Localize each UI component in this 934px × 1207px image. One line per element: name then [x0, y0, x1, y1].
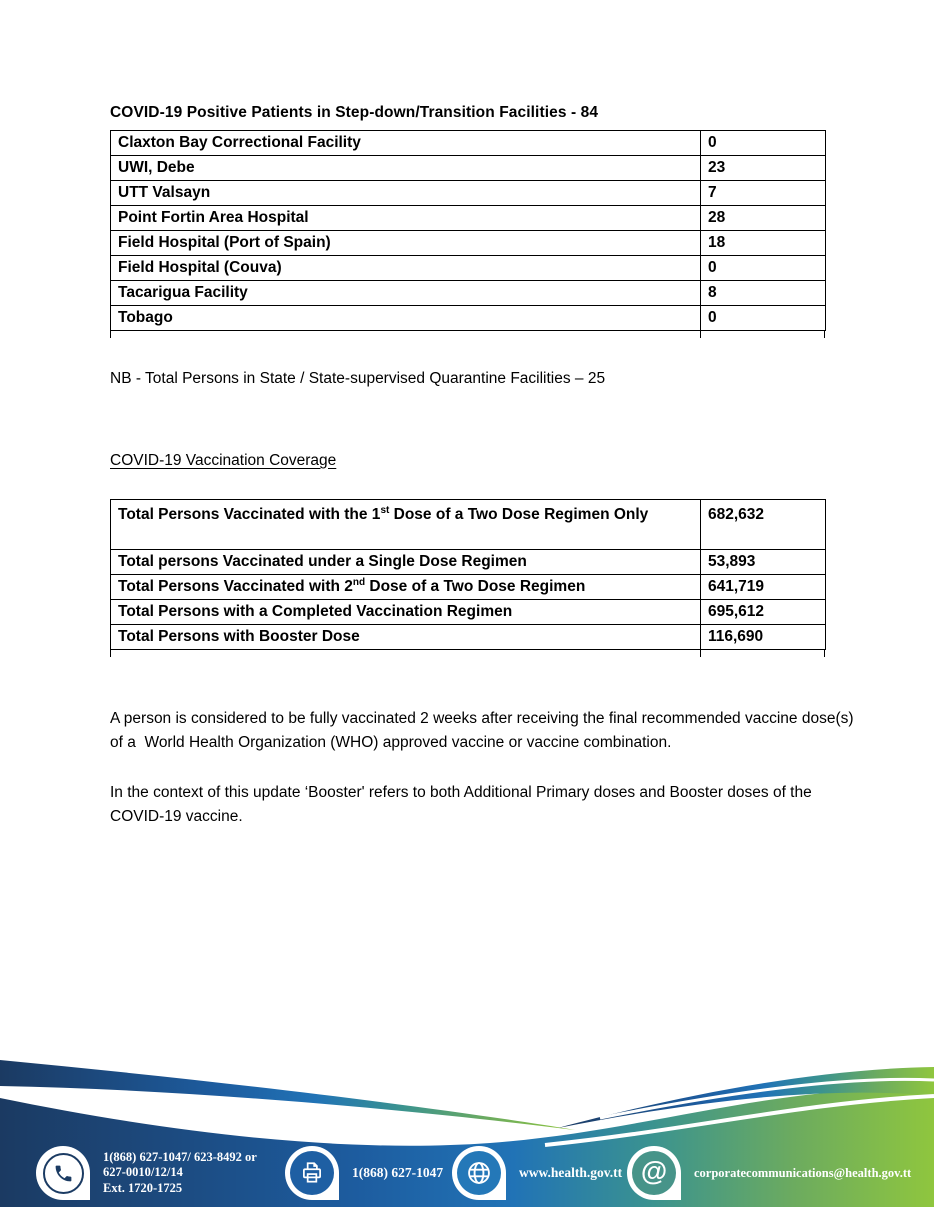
facility-name: Point Fortin Area Hospital: [111, 205, 701, 230]
table-row: [111, 205, 826, 230]
table-row: [111, 499, 826, 549]
vaccination-label: Total Persons Vaccinated with 2nd Dose of a Two Dose Regimen: [111, 574, 701, 599]
facility-name: Tobago: [111, 305, 701, 330]
table-row: [111, 130, 826, 155]
booster-paragraph: In the context of this update ‘Booster' refers to both Additional Primary doses and Booster doses of the COVID-19 vaccine.: [110, 783, 817, 825]
nb-note: NB - Total Persons in State / State-supervised Quarantine Facilities – 25: [110, 369, 606, 387]
vaccination-value: 695,612: [701, 599, 826, 624]
vaccination-label: Total Persons with Booster Dose: [111, 624, 701, 649]
facility-count: 18: [701, 230, 826, 255]
facility-name: UWI, Debe: [111, 155, 701, 180]
facility-count: 7: [701, 180, 826, 205]
stepdown-table-title: COVID-19 Positive Patients in Step-down/Transition Facilities - 84: [110, 104, 599, 121]
table-row: [111, 255, 826, 280]
vaccination-value: 116,690: [701, 624, 826, 649]
facility-count: 0: [701, 305, 826, 330]
phone-line: 1(868) 627-1047/ 623-8492 or: [103, 1149, 257, 1164]
vaccination-label: Total Persons with a Completed Vaccination Regimen: [111, 599, 701, 624]
vaccination-table-wrap: [110, 499, 862, 657]
table-row: [111, 180, 826, 205]
at-sign-icon: @: [627, 1146, 681, 1200]
phone-contact: [36, 1146, 257, 1200]
fax-number: 1(868) 627-1047: [352, 1165, 444, 1180]
email-contact: [627, 1146, 911, 1200]
facility-count: 23: [701, 155, 826, 180]
phone-ring: [43, 1153, 84, 1194]
facility-count: 0: [701, 130, 826, 155]
table-row: [111, 230, 826, 255]
fax-contact: [285, 1146, 443, 1200]
facility-count: 0: [701, 255, 826, 280]
phone-icon: [36, 1146, 90, 1200]
phone-line: 627-0010/12/14: [103, 1165, 183, 1180]
email-address: corporatecommunications@health.gov.tt: [694, 1165, 912, 1180]
table-row: [111, 574, 826, 599]
facility-name: Field Hospital (Port of Spain): [111, 230, 701, 255]
website-url: www.health.gov.tt: [519, 1165, 623, 1180]
vaccination-heading: COVID-19 Vaccination Coverage: [110, 451, 337, 469]
facility-count: 28: [701, 205, 826, 230]
facility-name: UTT Valsayn: [111, 180, 701, 205]
globe-icon: [452, 1146, 506, 1200]
facility-name: Claxton Bay Correctional Facility: [111, 130, 701, 155]
vaccination-label: Total Persons Vaccinated with the 1st Dose of a Two Dose Regimen Only: [111, 499, 701, 549]
table-row: [111, 280, 826, 305]
vaccination-value: 641,719: [701, 574, 826, 599]
phone-line: Ext. 1720-1725: [103, 1180, 183, 1195]
facility-name: Tacarigua Facility: [111, 280, 701, 305]
vaccination-value: 682,632: [701, 499, 826, 549]
vaccination-table: [110, 499, 826, 650]
vaccination-label: Total persons Vaccinated under a Single Dose Regimen: [111, 549, 701, 574]
footer-banner: [0, 1040, 934, 1207]
table-continuation-stub: [110, 650, 825, 657]
stepdown-table: [110, 130, 826, 331]
vaccination-value: 53,893: [701, 549, 826, 574]
fully-vaccinated-paragraph: A person is considered to be fully vaccinated 2 weeks after receiving the final recommended vaccine dose(s) of a World Health Organization (WHO) approved vaccine or vaccine combination.: [110, 709, 858, 751]
website-contact: [452, 1146, 622, 1200]
printer-icon: [285, 1146, 339, 1200]
phone-numbers: [103, 1150, 257, 1197]
facility-count: 8: [701, 280, 826, 305]
table-row: [111, 624, 826, 649]
facility-name: Field Hospital (Couva): [111, 255, 701, 280]
table-continuation-stub: [110, 331, 825, 338]
table-row: [111, 599, 826, 624]
table-row: [111, 305, 826, 330]
table-row: [111, 155, 826, 180]
table-row: [111, 549, 826, 574]
